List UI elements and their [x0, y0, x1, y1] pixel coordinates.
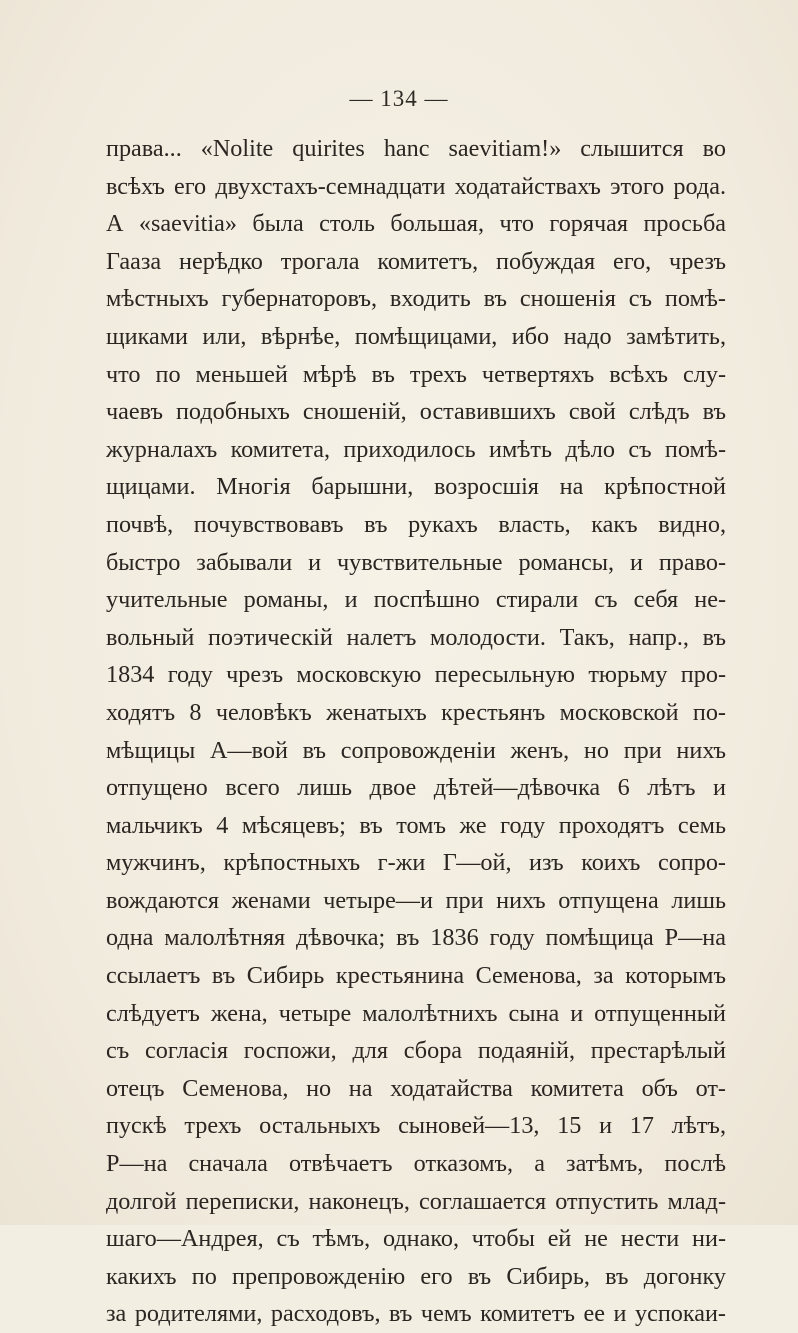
text-line: 1834 году чрезъ московскую пересыльную тюрьму про-	[106, 661, 726, 689]
text-line: мѣщицы А—вой въ сопровожденіи женъ, но при нихъ	[106, 736, 726, 764]
text-line: слѣдуетъ жена, четыре малолѣтнихъ сына и отпущенный	[106, 999, 726, 1027]
text-line: вольный поэтическій налетъ молодости. Такъ, напр., въ	[106, 623, 726, 651]
text-line: съ согласія госпожи, для сбора подаяній, престарѣлый	[106, 1037, 726, 1065]
text-line: Р—на сначала отвѣчаетъ отказомъ, а затѣмъ, послѣ	[106, 1150, 726, 1178]
text-line: мальчикъ 4 мѣсяцевъ; въ томъ же году проходятъ семь	[106, 811, 726, 839]
text-line: отецъ Семенова, но на ходатайства комитета объ от-	[106, 1074, 726, 1102]
text-line: А «saevitia» была столь большая, что горячая просьба	[106, 210, 726, 238]
text-line: долгой переписки, наконецъ, соглашается отпустить млад-	[106, 1187, 726, 1215]
text-line: какихъ по препровожденію его въ Сибирь, въ догонку	[106, 1262, 726, 1290]
text-line: вождаются женами четыре—и при нихъ отпущена лишь	[106, 886, 726, 914]
body-text	[106, 130, 726, 1333]
text-line: пускѣ трехъ остальныхъ сыновей—13, 15 и 17 лѣтъ,	[106, 1112, 726, 1140]
text-line: одна малолѣтняя дѣвочка; въ 1836 году помѣщица Р—на	[106, 924, 726, 952]
text-line: за родителями, расходовъ, въ чемъ комитетъ ее и успокаи-	[106, 1300, 726, 1328]
text-line: шаго—Андрея, съ тѣмъ, однако, чтобы ей не нести ни-	[106, 1225, 726, 1253]
page-number: — 134 —	[349, 86, 449, 111]
text-line: Гааза нерѣдко трогала комитетъ, побуждая его, чрезъ	[106, 247, 726, 275]
text-line: щиками или, вѣрнѣе, помѣщицами, ибо надо замѣтить,	[106, 322, 726, 350]
text-line: отпущено всего лишь двое дѣтей—дѣвочка 6 лѣтъ и	[106, 774, 726, 802]
text-line: права... «Nolite quirites hanc saevitiam!» слышится во	[106, 135, 726, 162]
text-line: ссылаетъ въ Сибирь крестьянина Семенова, за которымъ	[106, 962, 726, 990]
text-line: быстро забывали и чувствительные романсы, и право-	[106, 548, 726, 576]
text-line: ходятъ 8 человѣкъ женатыхъ крестьянъ московской по-	[106, 698, 726, 726]
text-line: щицами. Многія барышни, возросшія на крѣпостной	[106, 473, 726, 501]
text-line: почвѣ, почувствовавъ въ рукахъ власть, какъ видно,	[106, 510, 726, 538]
text-line: мѣстныхъ губернаторовъ, входить въ сношенія съ помѣ-	[106, 285, 726, 313]
text-line: учительные романы, и поспѣшно стирали съ себя не-	[106, 586, 726, 614]
text-line: что по меньшей мѣрѣ въ трехъ четвертяхъ всѣхъ слу-	[106, 360, 726, 388]
text-line: мужчинъ, крѣпостныхъ г-жи Г—ой, изъ коихъ сопро-	[106, 849, 726, 877]
text-line: всѣхъ его двухстахъ-семнадцати ходатайствахъ этого рода.	[106, 172, 726, 200]
text-line: чаевъ подобныхъ сношеній, оставившихъ свой слѣдъ въ	[106, 398, 726, 426]
text-line: журналахъ комитета, приходилось имѣть дѣло съ помѣ-	[106, 435, 726, 463]
